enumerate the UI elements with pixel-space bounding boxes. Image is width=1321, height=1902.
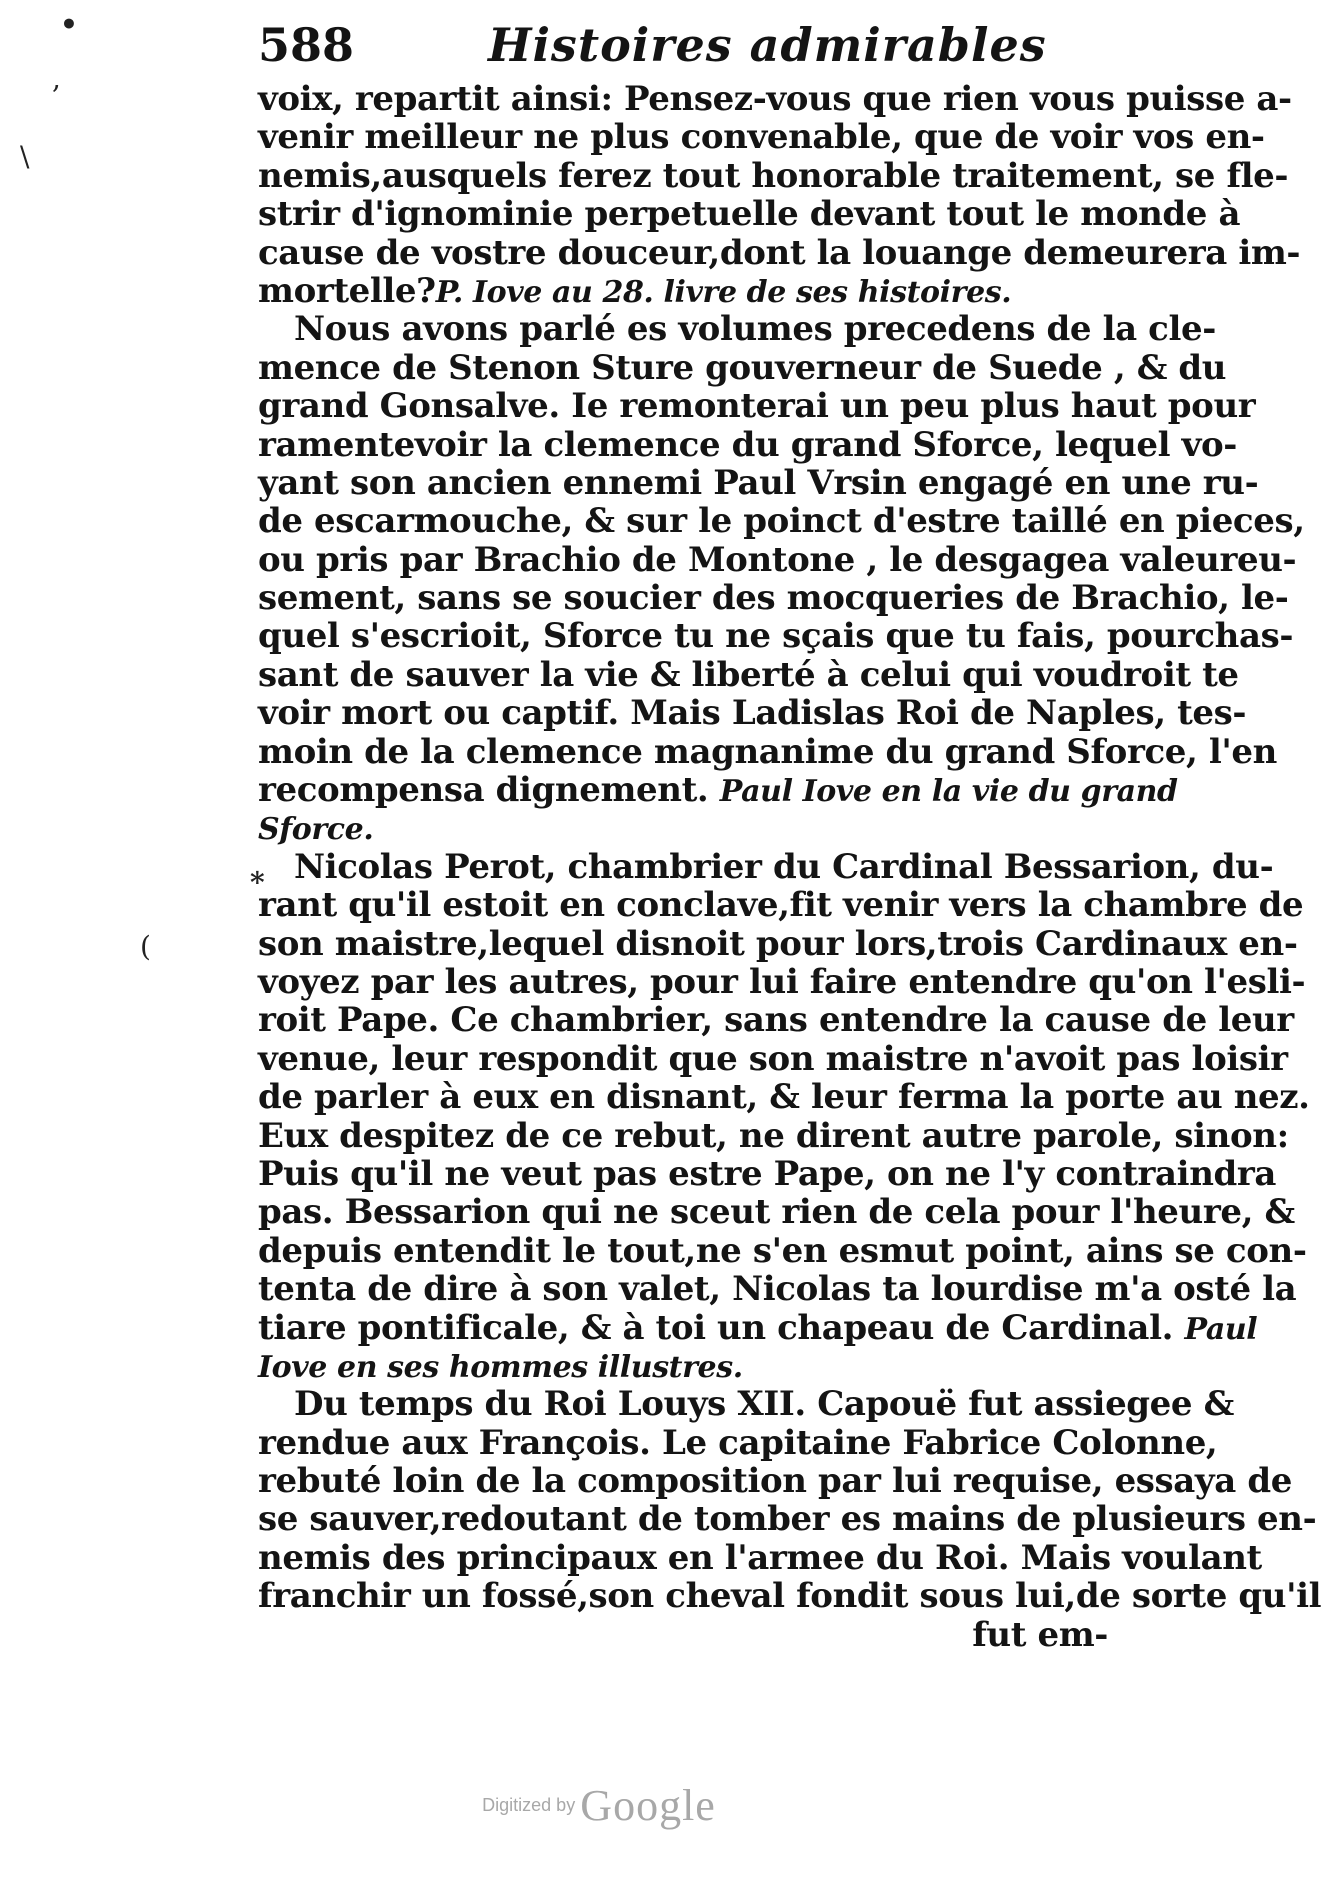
text-line [258, 272, 1108, 310]
text-line: nemis des principaux en l'armee du Roi. Mais voulant [258, 1537, 1262, 1578]
text-line: cause de vostre douceur,dont la louange demeurera im- [258, 232, 1301, 273]
text-line: nemis,ausquels ferez tout honorable traitement, se fle- [258, 155, 1289, 196]
text-line: roit Pape. Ce chambrier, sans entendre la cause de leur [258, 1000, 1294, 1041]
text-line: yant son ancien ennemi Paul Vrsin engagé en une ru- [258, 462, 1259, 503]
google-logo: Google [580, 1781, 716, 1830]
text-line: se sauver,redoutant de tomber es mains de plusieurs en- [258, 1499, 1317, 1540]
text-line: voyez par les autres, pour lui faire entendre qu'on l'esli- [258, 961, 1306, 1002]
text-line: son maistre,lequel disnoit pour lors,trois Cardinaux en- [258, 923, 1298, 964]
margin-mark: * [250, 866, 265, 899]
line-text: recompensa dignement. [258, 770, 709, 811]
text-line: voir mort ou captif. Mais Ladislas Roi de Naples, tes- [258, 693, 1247, 734]
page-header [258, 10, 1098, 80]
text-line: voix, repartit ainsi: Pensez-vous que rien vous puisse a- [258, 79, 1292, 119]
digitized-label: Digitized by [482, 1795, 576, 1815]
text-line: mence de Stenon Sture gouverneur de Suede , & du [258, 347, 1227, 388]
text-line: de parler à eux en disnant, & leur ferma la porte au nez. [258, 1077, 1310, 1118]
text-line: venir meilleur ne plus convenable, que de voir vos en- [258, 117, 1265, 158]
margin-mark: • [60, 8, 78, 41]
citation: P. Iove au 28. livre de ses histoires. [435, 274, 1012, 310]
body-text [258, 79, 1321, 1655]
text-line: strir d'ignominie perpetuelle devant tout le monde à [258, 194, 1241, 235]
line-text: tiare pontificale, & à toi un chapeau de Cardinal. [258, 1307, 1174, 1348]
text-line: Eux despitez de ce rebut, ne dirent autre parole, sinon: [258, 1115, 1289, 1156]
text-line: franchir un fossé,son cheval fondit sous lui,de sorte qu'il [258, 1576, 1321, 1617]
margin-mark: \ [20, 140, 30, 173]
text-line: depuis entendit le tout,ne s'en esmut point, ains se con- [258, 1230, 1307, 1271]
text-line: quel s'escrioit, Sforce tu ne sçais que tu fais, pourchas- [258, 616, 1294, 657]
margin-mark: , [52, 62, 61, 95]
catchword: fut em- [972, 1614, 1108, 1655]
text-line: rebuté loin de la composition par lui requise, essaya de [258, 1461, 1292, 1502]
citation: Paul [1184, 1311, 1258, 1347]
text-line: Nicolas Perot, chambrier du Cardinal Bessarion, du- [294, 846, 1274, 887]
text-line: rant qu'il estoit en conclave,fit venir vers la chambre de [258, 885, 1304, 926]
citation: Iove en ses hommes illustres. [258, 1349, 743, 1385]
margin-mark: ( [140, 930, 151, 963]
text-line: moin de la clemence magnanime du grand Sforce, l'en [258, 731, 1277, 772]
text-line: de escarmouche, & sur le poinct d'estre taillé en pieces, [258, 501, 1305, 542]
text-line [258, 1347, 1108, 1385]
text-line [258, 1307, 1258, 1348]
text-line: grand Gonsalve. Ie remonterai un peu plus haut pour [258, 386, 1256, 427]
text-line: ou pris par Brachio de Montone , le desgagea valeureu- [258, 539, 1297, 580]
running-title: Histoires admirables [488, 18, 1047, 72]
text-line: pas. Bessarion qui ne sceut rien de cela pour l'heure, & [258, 1192, 1295, 1233]
text-line: tenta de dire à son valet, Nicolas ta lourdise m'a osté la [258, 1269, 1297, 1310]
digitized-footer [0, 1780, 1198, 1831]
text-line [258, 770, 1178, 811]
text-line: venue, leur respondit que son maistre n'avoit pas loisir [258, 1038, 1288, 1079]
citation: Sforce. [258, 812, 374, 848]
text-line: Nous avons parlé es volumes precedens de la cle- [294, 309, 1216, 350]
text-line: rendue aux François. Le capitaine Fabrice Colonne, [258, 1422, 1218, 1463]
text-line: Puis qu'il ne veut pas estre Pape, on ne l'y contraindra [258, 1153, 1277, 1194]
text-line: sant de sauver la vie & liberté à celui qui voudroit te [258, 654, 1239, 695]
citation: Paul Iove en la vie du grand [719, 774, 1178, 810]
text-line: sement, sans se soucier des mocqueries de Brachio, le- [258, 578, 1289, 619]
line-text: mortelle? [258, 270, 436, 311]
text-line: Du temps du Roi Louys XII. Capouë fut assiegee & [294, 1384, 1234, 1425]
text-line: ramentevoir la clemence du grand Sforce, lequel vo- [258, 424, 1237, 465]
page-number: 588 [258, 18, 355, 72]
text-line [258, 809, 1108, 847]
